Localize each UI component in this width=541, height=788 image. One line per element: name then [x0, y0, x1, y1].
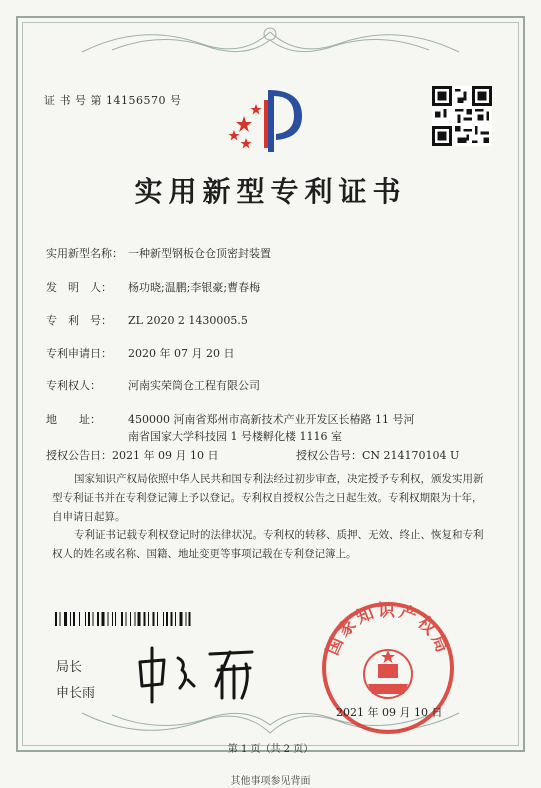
- certificate-title: 实用新型专利证书: [134, 175, 407, 208]
- inventor-row: [46, 280, 260, 295]
- field-label: 实用新型名称：: [46, 247, 123, 260]
- grant-number-value: CN 214170104 U: [362, 449, 460, 462]
- address-row: [46, 412, 414, 427]
- field-label: 专利权人：: [46, 379, 101, 392]
- field-value: ZL 2020 2 1430005.5: [128, 314, 248, 327]
- patent-number-row: [46, 313, 248, 328]
- seal-date: 2021 年 09 月 10 日: [336, 706, 443, 719]
- footer-note: 其他事项参见背面: [230, 776, 311, 787]
- seal-text: 国家知识产权局: [322, 601, 454, 659]
- address-continuation: 南省国家大学科技园 1 号楼孵化楼 1116 室: [128, 430, 342, 443]
- director-title: 局长: [56, 660, 83, 675]
- director-signature: [130, 640, 260, 710]
- grant-date-value: 2021 年 09 月 10 日: [112, 449, 219, 462]
- field-value: 河南实荣筒仓工程有限公司: [128, 379, 260, 392]
- patentee-row: [46, 378, 260, 393]
- field-value: 杨功晓;温鹏;李银豪;曹春梅: [128, 281, 261, 294]
- patent-office-logo: [224, 86, 316, 156]
- field-label: 专 利 号：: [46, 314, 112, 327]
- grant-number-label: 授权公告号：: [296, 449, 362, 462]
- top-ornament: [22, 22, 519, 62]
- field-value: 2020 年 07 月 20 日: [128, 347, 235, 360]
- field-value: 450000 河南省郑州市高新技术产业开发区长椿路 11 号河: [128, 413, 415, 426]
- director-name: 申长雨: [56, 686, 96, 701]
- qr-code: [432, 86, 492, 146]
- legal-status-paragraph: 专利证书记载专利权登记时的法律状况。专利权的转移、质押、无效、终止、恢复和专利权人的姓名或名称、国籍、地址变更等事项记载在专利登记簿上。: [52, 529, 484, 560]
- certificate-number: 证 书 号 第 14156570 号: [44, 94, 182, 107]
- field-label: 发 明 人：: [46, 281, 112, 294]
- grant-number: [296, 447, 459, 463]
- grant-row: [46, 447, 496, 463]
- field-label: 地 址：: [46, 413, 101, 426]
- field-label: 专利申请日：: [46, 347, 112, 360]
- grant-date-label: 授权公告日：: [46, 449, 112, 462]
- application-date-row: [46, 346, 234, 361]
- field-value: 一种新型钢板仓仓顶密封装置: [128, 247, 271, 260]
- decision-paragraph: 国家知识产权局依照中华人民共和国专利法经过初步审查，决定授予专利权，颁发实用新型专利证书并在专利登记簿上予以登记。专利权自授权公告之日起生效。专利权期限为十年，自申请日起算。: [52, 473, 484, 523]
- page-number: 第 1 页（共 2 页）: [227, 744, 314, 755]
- barcode: [55, 612, 240, 626]
- utility-model-name-row: [46, 246, 271, 261]
